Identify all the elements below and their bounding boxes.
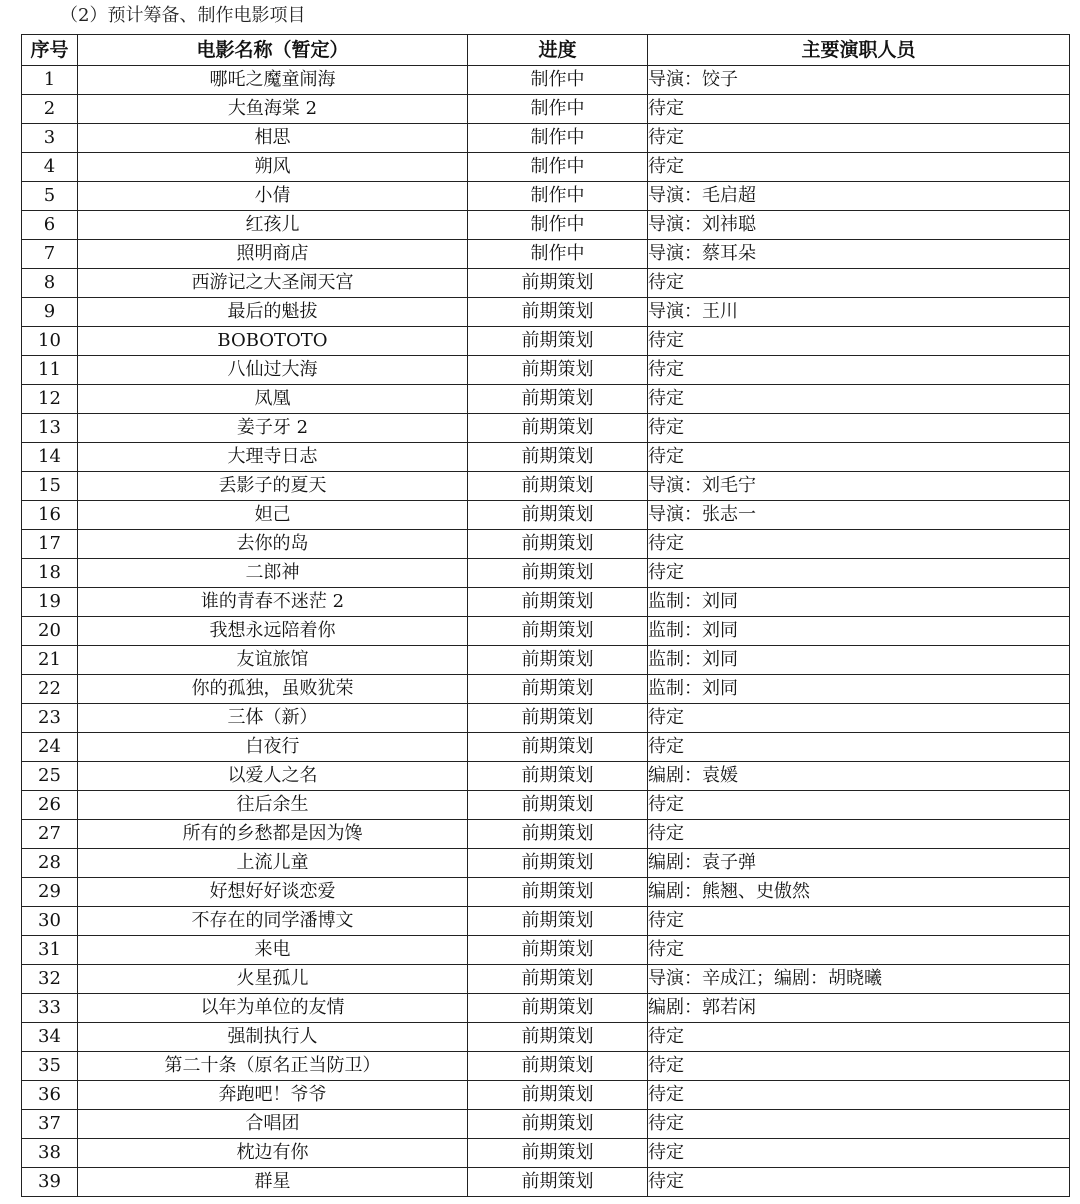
cell-progress: 制作中 bbox=[468, 182, 648, 211]
cell-staff: 导演：蔡耳朵 bbox=[648, 240, 1070, 269]
cell-title: 所有的乡愁都是因为馋 bbox=[78, 820, 468, 849]
cell-staff: 导演：张志一 bbox=[648, 501, 1070, 530]
cell-title: 我想永远陪着你 bbox=[78, 617, 468, 646]
cell-title: 去你的岛 bbox=[78, 530, 468, 559]
cell-no: 39 bbox=[22, 1168, 78, 1197]
table-row bbox=[22, 820, 1070, 849]
table-row bbox=[22, 1139, 1070, 1168]
cell-progress: 前期策划 bbox=[468, 675, 648, 704]
cell-staff: 待定 bbox=[648, 1168, 1070, 1197]
cell-staff: 监制：刘同 bbox=[648, 675, 1070, 704]
cell-no: 11 bbox=[22, 356, 78, 385]
cell-staff: 编剧：熊翘、史傲然 bbox=[648, 878, 1070, 907]
cell-title: 丢影子的夏天 bbox=[78, 472, 468, 501]
cell-no: 33 bbox=[22, 994, 78, 1023]
cell-title: 大理寺日志 bbox=[78, 443, 468, 472]
cell-title: 白夜行 bbox=[78, 733, 468, 762]
table-row bbox=[22, 472, 1070, 501]
cell-no: 23 bbox=[22, 704, 78, 733]
table-row bbox=[22, 936, 1070, 965]
cell-no: 22 bbox=[22, 675, 78, 704]
table-row bbox=[22, 646, 1070, 675]
cell-no: 14 bbox=[22, 443, 78, 472]
cell-no: 17 bbox=[22, 530, 78, 559]
cell-no: 4 bbox=[22, 153, 78, 182]
cell-progress: 前期策划 bbox=[468, 878, 648, 907]
cell-progress: 前期策划 bbox=[468, 849, 648, 878]
table-row bbox=[22, 153, 1070, 182]
table-row bbox=[22, 1023, 1070, 1052]
table-row bbox=[22, 530, 1070, 559]
cell-title: 以爱人之名 bbox=[78, 762, 468, 791]
cell-staff: 待定 bbox=[648, 414, 1070, 443]
cell-progress: 前期策划 bbox=[468, 356, 648, 385]
cell-no: 7 bbox=[22, 240, 78, 269]
cell-staff: 导演：刘祎聪 bbox=[648, 211, 1070, 240]
cell-progress: 制作中 bbox=[468, 124, 648, 153]
cell-title: 火星孤儿 bbox=[78, 965, 468, 994]
cell-no: 32 bbox=[22, 965, 78, 994]
cell-progress: 制作中 bbox=[468, 95, 648, 124]
film-projects-table bbox=[21, 34, 1070, 1197]
cell-progress: 前期策划 bbox=[468, 994, 648, 1023]
cell-staff: 待定 bbox=[648, 820, 1070, 849]
table-row bbox=[22, 907, 1070, 936]
cell-staff: 编剧：郭若闲 bbox=[648, 994, 1070, 1023]
table-row bbox=[22, 733, 1070, 762]
cell-staff: 待定 bbox=[648, 124, 1070, 153]
table-row bbox=[22, 95, 1070, 124]
cell-no: 27 bbox=[22, 820, 78, 849]
cell-staff: 待定 bbox=[648, 733, 1070, 762]
cell-progress: 前期策划 bbox=[468, 1168, 648, 1197]
cell-staff: 待定 bbox=[648, 1081, 1070, 1110]
cell-progress: 前期策划 bbox=[468, 646, 648, 675]
cell-title: 小倩 bbox=[78, 182, 468, 211]
cell-title: 最后的魁拔 bbox=[78, 298, 468, 327]
cell-no: 6 bbox=[22, 211, 78, 240]
cell-no: 36 bbox=[22, 1081, 78, 1110]
cell-progress: 前期策划 bbox=[468, 617, 648, 646]
cell-staff: 待定 bbox=[648, 1023, 1070, 1052]
cell-progress: 前期策划 bbox=[468, 414, 648, 443]
cell-progress: 前期策划 bbox=[468, 588, 648, 617]
cell-progress: 前期策划 bbox=[468, 907, 648, 936]
table-row bbox=[22, 1110, 1070, 1139]
header-title: 电影名称（暂定） bbox=[78, 35, 468, 66]
cell-progress: 前期策划 bbox=[468, 327, 648, 356]
table-row bbox=[22, 182, 1070, 211]
table-row bbox=[22, 762, 1070, 791]
table-row bbox=[22, 704, 1070, 733]
cell-title: 合唱团 bbox=[78, 1110, 468, 1139]
cell-title: 不存在的同学潘博文 bbox=[78, 907, 468, 936]
cell-no: 35 bbox=[22, 1052, 78, 1081]
cell-progress: 制作中 bbox=[468, 66, 648, 95]
cell-progress: 前期策划 bbox=[468, 269, 648, 298]
table-row bbox=[22, 327, 1070, 356]
cell-progress: 前期策划 bbox=[468, 1052, 648, 1081]
section-heading: （2）预计筹备、制作电影项目 bbox=[60, 5, 306, 26]
cell-progress: 前期策划 bbox=[468, 1110, 648, 1139]
header-no: 序号 bbox=[22, 35, 78, 66]
cell-no: 16 bbox=[22, 501, 78, 530]
cell-no: 24 bbox=[22, 733, 78, 762]
table-row bbox=[22, 559, 1070, 588]
cell-no: 38 bbox=[22, 1139, 78, 1168]
table-row bbox=[22, 356, 1070, 385]
cell-title: 相思 bbox=[78, 124, 468, 153]
cell-staff: 待定 bbox=[648, 1110, 1070, 1139]
cell-staff: 待定 bbox=[648, 269, 1070, 298]
cell-title: 群星 bbox=[78, 1168, 468, 1197]
cell-progress: 前期策划 bbox=[468, 298, 648, 327]
cell-no: 9 bbox=[22, 298, 78, 327]
table-row bbox=[22, 994, 1070, 1023]
cell-staff: 待定 bbox=[648, 385, 1070, 414]
cell-staff: 导演：辛成江；编剧：胡晓曦 bbox=[648, 965, 1070, 994]
cell-no: 2 bbox=[22, 95, 78, 124]
cell-title: 大鱼海棠 2 bbox=[78, 95, 468, 124]
cell-no: 37 bbox=[22, 1110, 78, 1139]
cell-progress: 前期策划 bbox=[468, 704, 648, 733]
cell-progress: 前期策划 bbox=[468, 1023, 648, 1052]
cell-title: 二郎神 bbox=[78, 559, 468, 588]
cell-title: 西游记之大圣闹天宫 bbox=[78, 269, 468, 298]
cell-title: 朔风 bbox=[78, 153, 468, 182]
cell-progress: 制作中 bbox=[468, 240, 648, 269]
cell-no: 19 bbox=[22, 588, 78, 617]
cell-progress: 前期策划 bbox=[468, 733, 648, 762]
cell-progress: 前期策划 bbox=[468, 936, 648, 965]
cell-no: 30 bbox=[22, 907, 78, 936]
table-row bbox=[22, 675, 1070, 704]
cell-progress: 制作中 bbox=[468, 211, 648, 240]
header-progress: 进度 bbox=[468, 35, 648, 66]
cell-title: 枕边有你 bbox=[78, 1139, 468, 1168]
cell-progress: 前期策划 bbox=[468, 791, 648, 820]
cell-no: 29 bbox=[22, 878, 78, 907]
cell-staff: 待定 bbox=[648, 907, 1070, 936]
cell-no: 8 bbox=[22, 269, 78, 298]
cell-no: 28 bbox=[22, 849, 78, 878]
cell-title: 好想好好谈恋爱 bbox=[78, 878, 468, 907]
cell-progress: 前期策划 bbox=[468, 559, 648, 588]
cell-staff: 待定 bbox=[648, 153, 1070, 182]
cell-title: 红孩儿 bbox=[78, 211, 468, 240]
table-row bbox=[22, 501, 1070, 530]
cell-progress: 前期策划 bbox=[468, 820, 648, 849]
table-row bbox=[22, 414, 1070, 443]
cell-staff: 待定 bbox=[648, 559, 1070, 588]
cell-no: 5 bbox=[22, 182, 78, 211]
cell-staff: 导演：王川 bbox=[648, 298, 1070, 327]
cell-staff: 待定 bbox=[648, 530, 1070, 559]
cell-title: 凤凰 bbox=[78, 385, 468, 414]
table-row bbox=[22, 124, 1070, 153]
header-row bbox=[22, 35, 1070, 66]
table-row bbox=[22, 66, 1070, 95]
table-row bbox=[22, 298, 1070, 327]
cell-title: 妲己 bbox=[78, 501, 468, 530]
cell-no: 26 bbox=[22, 791, 78, 820]
table-header bbox=[22, 35, 1070, 66]
cell-no: 1 bbox=[22, 66, 78, 95]
cell-title: 谁的青春不迷茫 2 bbox=[78, 588, 468, 617]
cell-progress: 前期策划 bbox=[468, 472, 648, 501]
cell-staff: 导演：刘毛宁 bbox=[648, 472, 1070, 501]
cell-staff: 编剧：袁媛 bbox=[648, 762, 1070, 791]
cell-staff: 待定 bbox=[648, 443, 1070, 472]
cell-progress: 制作中 bbox=[468, 153, 648, 182]
cell-staff: 导演：饺子 bbox=[648, 66, 1070, 95]
cell-no: 21 bbox=[22, 646, 78, 675]
table-row bbox=[22, 1081, 1070, 1110]
cell-staff: 待定 bbox=[648, 704, 1070, 733]
cell-no: 13 bbox=[22, 414, 78, 443]
table-row bbox=[22, 1168, 1070, 1197]
cell-title: 八仙过大海 bbox=[78, 356, 468, 385]
table-row bbox=[22, 1052, 1070, 1081]
cell-title: 上流儿童 bbox=[78, 849, 468, 878]
table-row bbox=[22, 211, 1070, 240]
cell-staff: 待定 bbox=[648, 356, 1070, 385]
cell-title: 友谊旅馆 bbox=[78, 646, 468, 675]
cell-title: 以年为单位的友情 bbox=[78, 994, 468, 1023]
cell-staff: 导演：毛启超 bbox=[648, 182, 1070, 211]
cell-title: 照明商店 bbox=[78, 240, 468, 269]
header-staff: 主要演职人员 bbox=[648, 35, 1070, 66]
table-row bbox=[22, 385, 1070, 414]
cell-staff: 待定 bbox=[648, 95, 1070, 124]
cell-title: 强制执行人 bbox=[78, 1023, 468, 1052]
cell-progress: 前期策划 bbox=[468, 1139, 648, 1168]
cell-no: 10 bbox=[22, 327, 78, 356]
cell-no: 12 bbox=[22, 385, 78, 414]
cell-title: 哪吒之魔童闹海 bbox=[78, 66, 468, 95]
cell-no: 34 bbox=[22, 1023, 78, 1052]
cell-title: 奔跑吧！爷爷 bbox=[78, 1081, 468, 1110]
cell-staff: 待定 bbox=[648, 1139, 1070, 1168]
cell-progress: 前期策划 bbox=[468, 762, 648, 791]
cell-progress: 前期策划 bbox=[468, 1081, 648, 1110]
cell-staff: 监制：刘同 bbox=[648, 588, 1070, 617]
table-row bbox=[22, 588, 1070, 617]
cell-no: 20 bbox=[22, 617, 78, 646]
cell-title: 你的孤独，虽败犹荣 bbox=[78, 675, 468, 704]
cell-title: 来电 bbox=[78, 936, 468, 965]
table-row bbox=[22, 791, 1070, 820]
cell-staff: 监制：刘同 bbox=[648, 617, 1070, 646]
cell-no: 18 bbox=[22, 559, 78, 588]
cell-no: 31 bbox=[22, 936, 78, 965]
cell-no: 25 bbox=[22, 762, 78, 791]
cell-staff: 监制：刘同 bbox=[648, 646, 1070, 675]
cell-progress: 前期策划 bbox=[468, 385, 648, 414]
table-row bbox=[22, 240, 1070, 269]
cell-progress: 前期策划 bbox=[468, 530, 648, 559]
cell-staff: 待定 bbox=[648, 791, 1070, 820]
cell-progress: 前期策划 bbox=[468, 965, 648, 994]
table-row bbox=[22, 617, 1070, 646]
cell-title: 三体（新） bbox=[78, 704, 468, 733]
table-row bbox=[22, 849, 1070, 878]
cell-staff: 待定 bbox=[648, 327, 1070, 356]
cell-title: BOBOTOTO bbox=[78, 327, 468, 356]
cell-staff: 待定 bbox=[648, 1052, 1070, 1081]
cell-staff: 待定 bbox=[648, 936, 1070, 965]
table-row bbox=[22, 878, 1070, 907]
cell-title: 第二十条（原名正当防卫） bbox=[78, 1052, 468, 1081]
cell-staff: 编剧：袁子弹 bbox=[648, 849, 1070, 878]
table-row bbox=[22, 965, 1070, 994]
cell-no: 15 bbox=[22, 472, 78, 501]
cell-progress: 前期策划 bbox=[468, 501, 648, 530]
cell-title: 往后余生 bbox=[78, 791, 468, 820]
cell-no: 3 bbox=[22, 124, 78, 153]
table-body bbox=[22, 66, 1070, 1197]
table-row bbox=[22, 269, 1070, 298]
cell-title: 姜子牙 2 bbox=[78, 414, 468, 443]
table-row bbox=[22, 443, 1070, 472]
cell-progress: 前期策划 bbox=[468, 443, 648, 472]
